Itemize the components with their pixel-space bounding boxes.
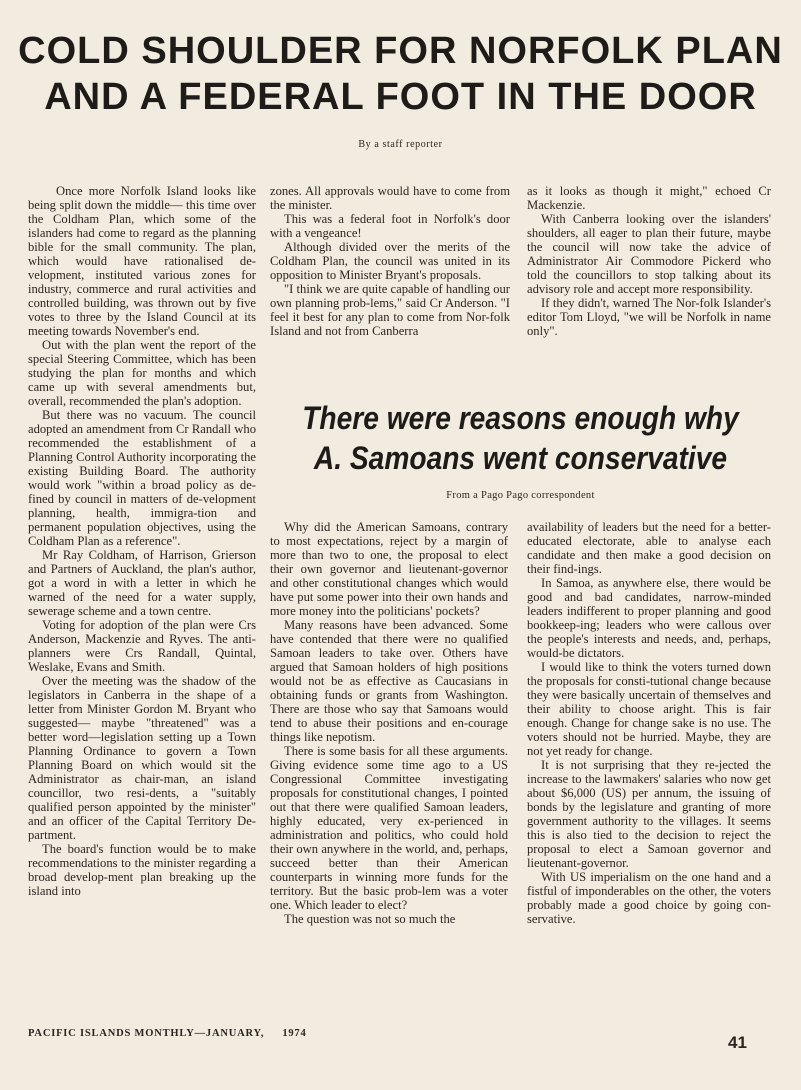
headline-line-2: AND A FEDERAL FOOT IN THE DOOR	[44, 76, 757, 118]
norfolk-column-1	[28, 184, 256, 996]
paragraph: With US imperialism on the one hand and a fistful of imponderables on the other, the voters probably made a good choice by going con-servative.	[527, 870, 771, 926]
publication-name: PACIFIC ISLANDS MONTHLY—JANUARY,	[28, 1028, 265, 1039]
paragraph: Over the meeting was the shadow of the legislators in Canberra in the shape of a letter from Minister Gordon M. Bryant who suggested— maybe "threatened" was a better word—legislation setting up a Town Planning Ordinance to govern a Town Planning Board on which would sit the Administrator as chair-man, an island councillor, two resi-dents, a "suitably qualified person appointed by the minister" and an officer of the Capital Territory De-partment.	[28, 674, 256, 842]
samoa-column-1	[270, 520, 508, 1000]
paragraph: Out with the plan went the report of the special Steering Committee, which has been studying the plan for months and which came up with several amendments but, overall, recommended the plan's adoption.	[28, 338, 256, 408]
norfolk-column-3	[527, 184, 771, 370]
paragraph: The question was not so much the	[284, 912, 456, 926]
samoa-headline	[300, 398, 741, 478]
paragraph: Although divided over the merits of the Coldham Plan, the council was united in its opposition to Minister Bryant's proposals.	[270, 240, 510, 282]
paragraph: I would like to think the voters turned down the proposals for consti-tutional change because they were basically uncertain of themselves and their ability to choose aright. This is fair enough. Change for change sake is no use. The voters should not be hurried. Maybe, they are not yet ready for change.	[527, 660, 771, 758]
paragraph: In Samoa, as anywhere else, there would be good and bad candidates, narrow-minded leaders indifferent to proper planning and good bookkeep-ing; leaders who were callous over the people's interests and needs, and, perhaps, would-be dictators.	[527, 576, 771, 660]
samoa-column-2	[527, 520, 771, 1000]
paragraph: Once more Norfolk Island looks like being split down the middle— this time over the Coldham Plan, which some of the islanders had come to regard as the planning bible for the small community. The plan, which would have rationalised de-velopment, instituted various zones for industry, commerce and rural activities and controlled building, was thrown out by five votes to three by the Island Council at its meeting towards November's end.	[28, 184, 256, 338]
norfolk-column-2	[270, 184, 510, 370]
paragraph: Why did the American Samoans, contrary to most expectations, reject by a margin of more than two to one, the proposal to elect their own governor and lieutenant-governor and other constitutional changes which would have put some power into their own hands and more money into the politicians' pockets?	[270, 520, 508, 618]
paragraph: The board's function would be to make recommendations to the minister regarding a broad develop-ment plan breaking up the island into	[28, 842, 256, 898]
paragraph: as it looks as though it might," echoed Cr Mackenzie.	[527, 184, 771, 212]
footer-publication	[28, 1028, 307, 1039]
correspondent-byline: From a Pago Pago correspondent	[446, 490, 595, 501]
paragraph: "I think we are quite capable of handling our own planning prob-lems," said Cr Anderson. "I feel it best for any plan to come from Nor-folk Island and not from Canberra	[270, 282, 510, 338]
paragraph: zones. All approvals would have to come from the minister.	[270, 184, 510, 212]
paragraph: availability of leaders but the need for a better-educated electorate, able to analyse each candidate and then make a good decision on their find-ings.	[527, 520, 771, 576]
paragraph: Many reasons have been advanced. Some have contended that there were no qualified Samoan leaders to take over. Others have argued that Samoan holders of high positions would not be as effective as Caucasians in obtaining funds or grants from Washington. There are those who say that Samoans would tend to abuse their positions and en-courage things like nepotism.	[270, 618, 508, 744]
main-headline	[0, 28, 801, 120]
paragraph: This was a federal foot in Norfolk's door with a vengeance!	[270, 212, 510, 240]
paragraph: Mr Ray Coldham, of Harrison, Grierson and Partners of Auckland, the plan's author, got a word in with a letter in which he warned of the need for a water supply, sewerage scheme and a town centre.	[28, 548, 256, 618]
samoa-headline-line-2: A. Samoans went conservative	[313, 440, 728, 476]
paragraph: Voting for adoption of the plan were Crs Anderson, Mackenzie and Ryves. The anti-planners were Crs Randall, Quintal, Weslake, Evans and Smith.	[28, 618, 256, 674]
paragraph: It is not surprising that they re-jected the increase to the lawmakers' salaries who now get about $6,000 (US) per annum, the issuing of bonds by the legislature and granting of more government authority to the villages. It seems this is also tied to the decision to reject the proposal to elect a Samoan governor and lieutenant-governor.	[527, 758, 771, 870]
paragraph: If they didn't, warned The Nor-folk Islander's editor Tom Lloyd, "we will be Norfolk in name only".	[527, 296, 771, 338]
paragraph: But there was no vacuum. The council adopted an amendment from Cr Randall who recommended the establishment of a Planning Control Authority incorporating the existing Building Board. The authority would work "within a broad policy as de-fined by council in matters of de-velopment planning, health, immigra-tion and permanent population objectives, using the Coldham Plan as a reference".	[28, 408, 256, 548]
headline-line-1: COLD SHOULDER FOR NORFOLK PLAN	[18, 30, 783, 72]
paragraph: With Canberra looking over the islanders' shoulders, all eager to plan their future, maybe the council will now take the advice of Administrator Air Commodore Pickerd who told the councillors to stop talking about its advisory role and accept more responsibility.	[527, 212, 771, 296]
publication-year: 1974	[282, 1028, 307, 1039]
page-number: 41	[728, 1033, 747, 1052]
staff-byline: By a staff reporter	[358, 139, 443, 150]
paragraph: There is some basis for all these arguments. Giving evidence some time ago to a US Congressional Committee investigating proposals for constitutional changes, I pointed out that there were qualified Samoan leaders, highly educated, very ex-perienced in administration and politics, who could hold their own anywhere in the world, and, perhaps, succeed better than their American counterparts in winning more funds for the territory. But the basic prob-lem was a voter one. Which leader to elect?	[270, 744, 508, 912]
samoa-headline-line-1: There were reasons enough why	[302, 400, 739, 436]
